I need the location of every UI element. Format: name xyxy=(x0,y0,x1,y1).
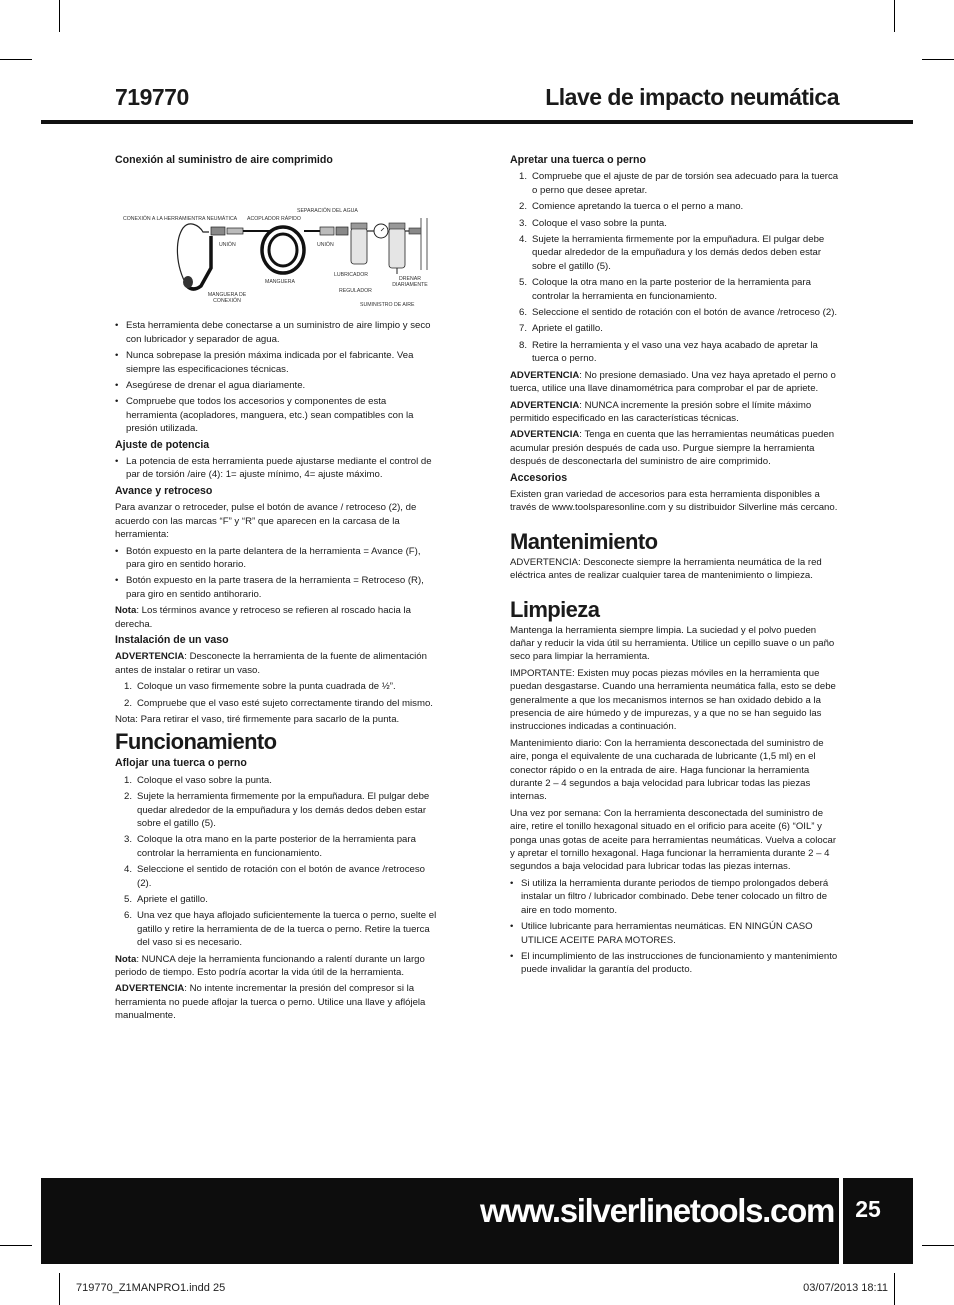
step-number: 5. xyxy=(124,894,133,906)
step-number: 2. xyxy=(124,791,133,803)
tighten-warning-2 xyxy=(510,399,840,426)
list-item: • Compruebe que todos los accesorios y componentes de esta herramienta (acopladores, manguera, etc.) sean compatibles con la presión utilizada. xyxy=(115,395,440,435)
label-union-2: UNIÓN xyxy=(317,242,334,249)
page-title: Llave de impacto neumática xyxy=(545,84,839,110)
list-item xyxy=(115,833,440,860)
cleaning-bullets xyxy=(510,877,840,977)
header-rule xyxy=(41,120,913,124)
list-item xyxy=(510,200,840,213)
maintenance-text: ADVERTENCIA: Desconecte siempre la herramienta neumática de la red eléctrica antes de realizar cualquier tarea de mantenimiento o limpieza. xyxy=(510,556,822,582)
step-text: Sujete la herramienta firmemente por la empuñadura. El pulgar debe quedar alrededor de la empuñadura y los demás dedos deben estar sobre el gatillo (5). xyxy=(137,791,430,829)
warning-text: : NUNCA incremente la presión sobre el límite máximo permitido especificado en las características técnicas. xyxy=(510,399,812,424)
note-label: Nota xyxy=(115,605,137,617)
step-text: Sujete la herramienta firmemente por la empuñadura. El pulgar debe quedar alrededor de la empuñadura y los demás dedos deben estar sobre el gatillo (5). xyxy=(532,234,825,272)
cleaning-paragraph: Una vez por semana: Con la herramienta desconectada del suministro de aire, retire el tonillo hexagonal situado en el orificio para aceite (6) “OIL” y ponga unas gotas de aceite para herramientas neumáticas. Vuelva a colocar y apretar el tornillo hexagonal. Haga funcionar la herramienta durante 2 – 4 segundos a baja velocidad para lubricar todas las piezas internas. xyxy=(510,807,837,873)
page-number: 25 xyxy=(855,1196,881,1222)
crop-mark xyxy=(59,0,60,32)
tighten-steps xyxy=(510,170,840,365)
step-number: 4. xyxy=(519,234,528,246)
cleaning-heading: Limpieza xyxy=(510,596,600,622)
warning-label: ADVERTENCIA xyxy=(115,651,185,663)
step-number: 5. xyxy=(519,277,528,289)
warning-label: ADVERTENCIA xyxy=(510,429,580,441)
crop-mark xyxy=(894,0,895,32)
step-text: Coloque la otra mano en la parte posterior de la herramienta para controlar la herramienta en funcionamiento. xyxy=(532,277,811,302)
step-text: Compruebe que el vaso esté sujeto correctamente tirando del mismo. xyxy=(137,697,433,709)
step-text: Apriete el gatillo. xyxy=(532,323,603,335)
step-text: Una vez que haya aflojado suficientemente la tuerca o perno, suelte el gatillo y retire la herramienta de de la tuerca o perno. Retire la tuerca del vaso si es necesario. xyxy=(137,910,437,949)
warning-text: : No presione demasiado. Una vez haya apretado el perno o tuerca, utilice una llave dinamométrica para comprobar el par de apriete. xyxy=(510,369,836,395)
socket-steps xyxy=(115,680,440,710)
label-connection-hose: MANGUERA DE CONEXIÓN xyxy=(207,292,247,305)
label-union-1: UNIÓN xyxy=(219,242,236,249)
left-column xyxy=(115,152,440,1026)
list-item: • Botón expuesto en la parte trasera de la herramienta = Retroceso (R), para giro en sentido antihorario. xyxy=(115,574,440,601)
step-number: 1. xyxy=(124,774,133,786)
crop-mark xyxy=(894,1273,895,1305)
label-lubricator: LUBRICADOR xyxy=(334,272,369,279)
socket-note: Nota: Para retirar el vaso, tiré firmemente para sacarlo de la punta. xyxy=(115,713,400,725)
step-number: 1. xyxy=(124,681,133,693)
step-number: 1. xyxy=(519,171,528,183)
note-text: : NUNCA deje la herramienta funcionando a ralentí durante un largo periodo de tiempo. Esto podría acortar la vida útil de la herramienta. xyxy=(115,953,425,979)
label-regulator: REGULADOR xyxy=(339,288,372,295)
step-text: Seleccione el sentido de rotación con el botón de avance /retroceso (2). xyxy=(532,307,838,319)
step-text: Compruebe que el ajuste de par de torsión sea adecuado para la tuerca o perno que desee apretar. xyxy=(532,171,839,196)
tighten-warning-3 xyxy=(510,428,840,468)
operation-heading: Funcionamiento xyxy=(115,729,277,755)
warning-label: ADVERTENCIA xyxy=(510,369,580,381)
list-item: • Botón expuesto en la parte delantera de la herramienta = Avance (F), para giro en sentido horario. xyxy=(115,545,440,572)
maintenance-heading: Mantenimiento xyxy=(510,528,658,554)
socket-heading: Instalación de un vaso xyxy=(115,633,229,646)
cleaning-paragraph: Mantenga la herramienta siempre limpia. La suciedad y el polvo pueden dañar y reducir la vida útil su herramienta. Utilice un cepillo suave o un paño seco para limpiar la herramienta. xyxy=(510,624,835,663)
list-item xyxy=(115,863,440,890)
forward-reverse-bullets xyxy=(115,545,440,602)
list-item xyxy=(115,697,440,710)
right-column xyxy=(510,152,840,980)
loosen-steps xyxy=(115,774,440,950)
list-item: • Nunca sobrepase la presión máxima indicada por el fabricante. Vea siempre las especificaciones técnicas. xyxy=(115,349,440,376)
print-slug-date: 03/07/2013 18:11 xyxy=(803,1282,888,1294)
power-bullets xyxy=(115,455,440,482)
list-item: • Esta herramienta debe conectarse a un suministro de aire limpio y seco con lubricador y separador de agua. xyxy=(115,319,440,346)
model-number: 719770 xyxy=(115,84,189,110)
list-item: • Utilice lubricante para herramientas neumáticas. EN NINGÚN CASO UTILICE ACEITE PARA MOTORES. xyxy=(510,920,840,947)
list-item: • La potencia de esta herramienta puede ajustarse mediante el control de par de torsión /aire (4): 1= ajuste mínimo, 4= ajuste máximo. xyxy=(115,455,440,482)
list-item xyxy=(115,909,440,949)
step-number: 8. xyxy=(519,339,528,351)
air-line-illustration xyxy=(115,170,440,315)
step-number: 3. xyxy=(124,834,133,846)
warning-text: : Tenga en cuenta que las herramientas neumáticas pueden acumular presión después de cada uso. Purgue siempre la herramienta después de desconectarla del suministro de aire comprimido. xyxy=(510,429,835,468)
cleaning-paragraph: IMPORTANTE: Existen muy pocas piezas móviles en la herramienta que puedan desgastarse. Cuando una herramienta neumática falla, esto se debe generalmente a que los mecanismos internos se han oxidado debido a la presencia de aire húmedo y de impurezas, y a que no se han seguido las instrucciones indicadas a continuación. xyxy=(510,667,836,733)
label-tool-connection: CONEXIÓN A LA HERRAMIENTRA NEUMÁTICA xyxy=(123,216,238,223)
cleaning-paragraph: Mantenimiento diario: Con la herramienta desconectada del suministro de aire, ponga el equivalente de una cucharada de lubricante (1,5 ml) en el conector rápido o en la entrada de aire. Haga funcionar la herramienta durante 2 – 4 segundos a baja velocidad para lubricar todas las piezas internas. xyxy=(510,737,824,803)
step-number: 2. xyxy=(124,697,133,709)
air-supply-heading: Conexión al suministro de aire comprimido xyxy=(115,154,333,166)
label-quick-coupler: ACOPLADOR RÁPIDO xyxy=(247,216,301,223)
step-text: Comience apretando la tuerca o el perno a mano. xyxy=(532,201,744,213)
warning-text: : Desconecte la herramienta de la fuente de alimentación antes de instalar o retirar un vaso. xyxy=(115,651,427,676)
warning-text: : No intente incrementar la presión del compresor si la herramienta no puede aflojar la tuerca o perno. Utilice una llave y aflójela manualmente. xyxy=(115,983,426,1022)
step-number: 6. xyxy=(519,307,528,319)
crop-mark xyxy=(922,1245,954,1246)
socket-warning xyxy=(115,650,440,677)
list-item xyxy=(510,217,840,230)
label-water-separation: SEPARACIÓN DEL AGUA xyxy=(297,208,358,215)
crop-mark xyxy=(922,59,954,60)
accessories-heading: Accesorios xyxy=(510,471,568,484)
list-item xyxy=(115,680,440,693)
step-number: 6. xyxy=(124,910,133,922)
list-item xyxy=(510,339,840,366)
air-supply-diagram xyxy=(115,170,440,315)
list-item xyxy=(510,276,840,303)
list-item xyxy=(115,774,440,787)
forward-reverse-text: Para avanzar o retroceder, pulse el botón de avance / retroceso (2), de acuerdo con las marcas “F” y “R” que aparecen en la carcasa de la herramienta: xyxy=(115,502,417,541)
print-slug-file: 719770_Z1MANPRO1.indd 25 xyxy=(76,1282,226,1294)
step-number: 7. xyxy=(519,323,528,335)
loosen-note xyxy=(115,953,440,980)
label-air-supply: SUMINISTRO DE AIRE xyxy=(360,302,415,309)
list-item xyxy=(115,893,440,906)
list-item: • Si utiliza la herramienta durante periodos de tiempo prolongados deberá instalar un filtro / lubricador combinado. Debe tener colocado un filtro de aire en todo momento. xyxy=(510,877,840,917)
list-item xyxy=(510,170,840,197)
warning-label: ADVERTENCIA xyxy=(115,983,185,995)
list-item xyxy=(510,306,840,319)
air-supply-bullets xyxy=(115,319,440,435)
forward-reverse-note xyxy=(115,604,440,631)
crop-mark xyxy=(59,1273,60,1305)
loosen-warning xyxy=(115,982,440,1022)
tighten-warning-1 xyxy=(510,369,840,396)
warning-label: ADVERTENCIA xyxy=(510,399,580,411)
power-heading: Ajuste de potencia xyxy=(115,438,210,451)
list-item: • Asegúrese de drenar el agua diariamente. xyxy=(115,379,440,392)
crop-mark xyxy=(0,1245,32,1246)
step-text: Coloque un vaso firmemente sobre la punta cuadrada de ½”. xyxy=(137,681,396,693)
step-number: 4. xyxy=(124,864,133,876)
note-label: Nota xyxy=(115,953,137,965)
step-number: 2. xyxy=(519,201,528,213)
label-hose: MANGUERA xyxy=(265,279,295,286)
tighten-heading: Apretar una tuerca o perno xyxy=(510,154,646,166)
list-item xyxy=(510,233,840,273)
list-item xyxy=(510,322,840,335)
step-number: 3. xyxy=(519,217,528,229)
forward-reverse-heading: Avance y retroceso xyxy=(115,484,213,497)
label-drain-daily: DRENAR DIARIAMENTE xyxy=(392,276,428,289)
step-text: Coloque el vaso sobre la punta. xyxy=(137,774,272,786)
step-text: Seleccione el sentido de rotación con el botón de avance /retroceso (2). xyxy=(137,864,425,889)
step-text: Coloque la otra mano en la parte posterior de la herramienta para controlar la herramienta en funcionamiento. xyxy=(137,834,416,859)
step-text: Apriete el gatillo. xyxy=(137,894,208,906)
step-text: Coloque el vaso sobre la punta. xyxy=(532,217,667,229)
crop-mark xyxy=(0,59,32,60)
loosen-heading: Aflojar una tuerca o perno xyxy=(115,757,247,770)
list-item xyxy=(115,790,440,830)
note-text: : Los términos avance y retroceso se refieren al roscado hacia la derecha. xyxy=(115,605,411,630)
step-text: Retire la herramienta y el vaso una vez haya acabado de apretar la tuerca o perno. xyxy=(532,339,818,365)
accessories-text: Existen gran variedad de accesorios para esta herramienta disponibles a través de www.toolsparesonline.com y su distribuidor Silverline más cercano. xyxy=(510,488,838,514)
list-item: • El incumplimiento de las instrucciones de funcionamiento y mantenimiento puede invalidar la garantía del producto. xyxy=(510,950,840,977)
website-link[interactable]: www.silverlinetools.com xyxy=(480,1192,834,1229)
